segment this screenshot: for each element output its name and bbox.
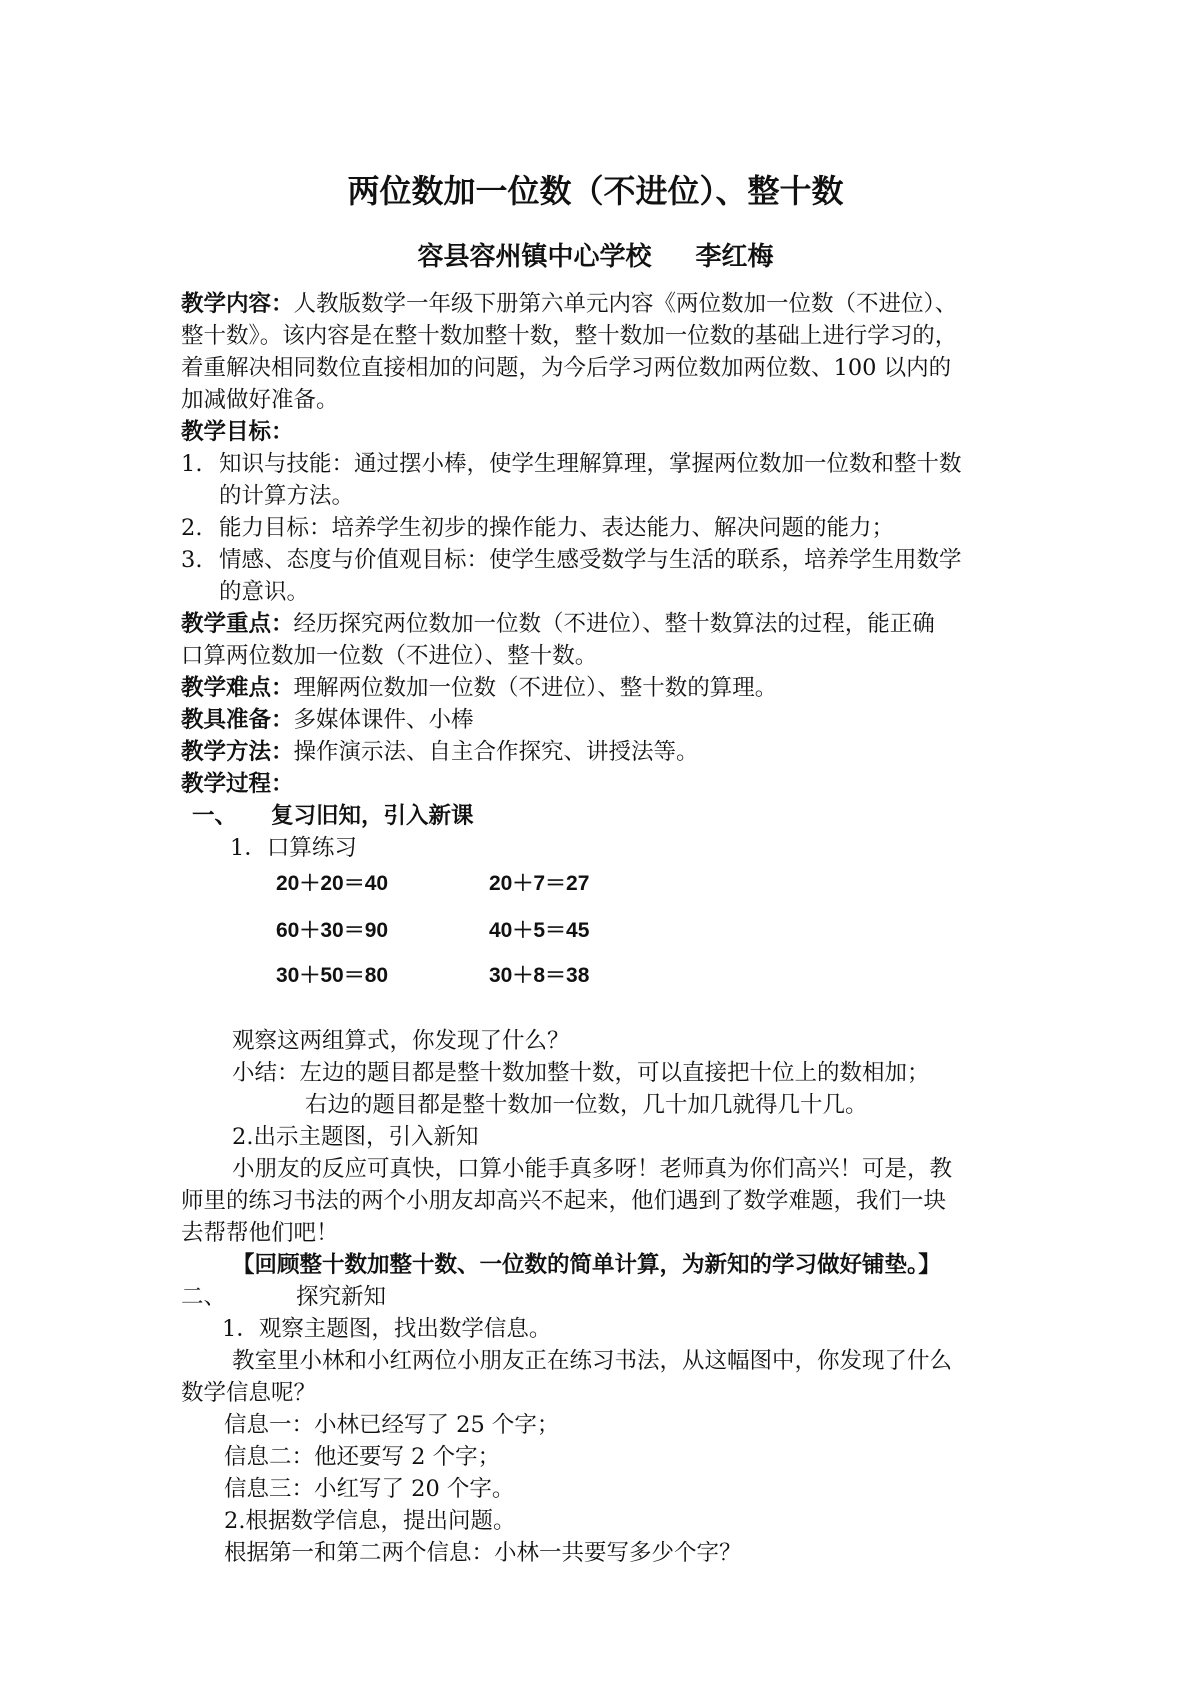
equation: 30＋50＝80: [276, 964, 389, 987]
goal-2-num: 2.: [181, 515, 203, 541]
goal-2-line-1: 能力目标：培养学生初步的操作能力、表达能力、解决问题的能力；: [219, 515, 895, 541]
section2-sub1: 1．观察主题图，找出数学信息。: [222, 1316, 552, 1342]
tools-text: 多媒体课件、小棒: [293, 707, 474, 733]
section1-num: 一、: [192, 803, 238, 829]
info-line: 信息二：他还要写 2 个字；: [224, 1444, 501, 1470]
section1-sub1: 1．口算练习: [230, 835, 357, 861]
section2-heading: [181, 1281, 386, 1313]
methods-line: [181, 736, 699, 768]
author-school: 容县容州镇中心学校: [417, 242, 652, 272]
goal-1-num: 1.: [181, 451, 203, 477]
content-line-3: 着重解决相同数位直接相加的问题，为今后学习两位数加两位数、100 以内的: [181, 355, 952, 381]
goal-3-line-1: 情感、态度与价值观目标：使学生感受数学与生活的联系，培养学生用数学: [219, 547, 962, 573]
keypoints-line-2: 口算两位数加一位数（不进位）、整十数。: [181, 643, 598, 669]
goal-1-line-2: 的计算方法。: [219, 483, 355, 509]
content-line-2: 整十数》。该内容是在整十数加整十数，整十数加一位数的基础上进行学习的，: [181, 323, 958, 349]
process-label: 教学过程：: [181, 771, 294, 797]
keypoints-label: 教学重点：: [181, 611, 294, 637]
content-line-1: [181, 288, 957, 320]
summary-line-1: [232, 1057, 930, 1089]
section2-intro-1: 教室里小林和小红两位小朋友正在练习书法，从这幅图中，你发现了什么: [232, 1348, 953, 1374]
section1-sub2: 2.出示主题图，引入新知: [232, 1124, 479, 1150]
equation: 20＋20＝40: [276, 872, 389, 895]
section2-question: 根据第一和第二两个信息：小林一共要写多少个字？: [224, 1540, 742, 1566]
info-line: 信息一：小林已经写了 25 个字；: [224, 1412, 560, 1438]
summary-label: 小结：: [232, 1060, 300, 1086]
difficulty-text: 理解两位数加一位数（不进位）、整十数的算理。: [293, 675, 778, 701]
content-line-4: 加减做好准备。: [181, 387, 339, 413]
methods-text: 操作演示法、自主合作探究、讲授法等。: [293, 739, 699, 765]
section1-heading: [192, 800, 474, 832]
difficulty-line: [181, 672, 777, 704]
section2-title: 探究新知: [296, 1284, 387, 1310]
info-line: 信息三：小红写了 20 个字。: [224, 1476, 515, 1502]
content-text: 人教版数学一年级下册第六单元内容《两位数加一位数（不进位）、: [293, 291, 958, 317]
equation: 60＋30＝90: [276, 919, 389, 942]
goal-3-num: 3.: [181, 547, 203, 573]
summary-text-1: 左边的题目都是整十数加整十数，可以直接把十位上的数相加；: [299, 1060, 930, 1086]
equation: 20＋7＝27: [489, 872, 590, 895]
goals-label: 教学目标：: [181, 419, 294, 445]
author-line: [0, 236, 1191, 273]
observe-question: 观察这两组算式，你发现了什么？: [232, 1028, 570, 1054]
teaching-note: 【回顾整十数加整十数、一位数的简单计算，为新知的学习做好铺垫。】: [232, 1252, 941, 1278]
keypoints-text: 经历探究两位数加一位数（不进位）、整十数算法的过程，能正确: [293, 611, 935, 637]
page-title: 两位数加一位数（不进位）、整十数: [347, 172, 844, 210]
goal-3-line-2: 的意识。: [219, 579, 310, 605]
methods-label: 教学方法：: [181, 739, 294, 765]
goal-1-line-1: 知识与技能：通过摆小棒，使学生理解算理，掌握两位数加一位数和整十数: [219, 451, 962, 477]
story-line-3: 去帮帮他们吧！: [181, 1220, 339, 1246]
difficulty-label: 教学难点：: [181, 675, 294, 701]
content-label: 教学内容：: [181, 291, 294, 317]
section1-title: 复习旧知，引入新课: [271, 803, 474, 829]
story-line-2: 师里的练习书法的两个小朋友却高兴不起来，他们遇到了数学难题，我们一块: [181, 1188, 947, 1214]
tools-line: [181, 704, 474, 736]
tools-label: 教具准备：: [181, 707, 294, 733]
section2-intro-2: 数学信息呢？: [181, 1380, 317, 1406]
story-line-1: 小朋友的反应可真快，口算小能手真多呀！老师真为你们高兴！可是，教: [232, 1156, 953, 1182]
author-name: 李红梅: [695, 242, 774, 272]
section2-num: 二、: [181, 1284, 227, 1310]
summary-line-2: 右边的题目都是整十数加一位数，几十加几就得几十几。: [305, 1092, 868, 1118]
keypoints-line-1: [181, 608, 935, 640]
equation: 40＋5＝45: [489, 919, 590, 942]
section2-sub2: 2.根据数学信息，提出问题。: [224, 1508, 516, 1534]
equation: 30＋8＝38: [489, 964, 590, 987]
